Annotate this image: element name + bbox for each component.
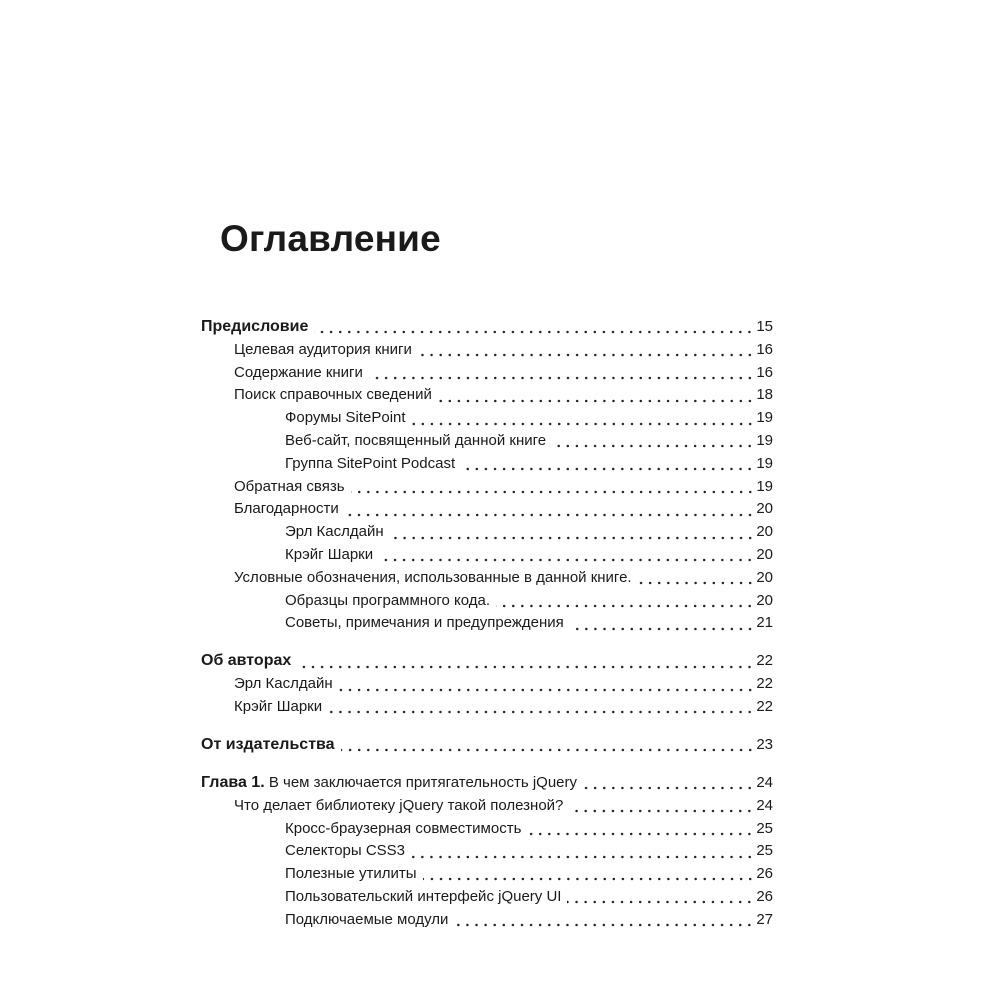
toc-page-number: 20 [756,500,773,518]
toc-entry[interactable] [201,590,773,613]
toc-entry-label: Что делает библиотеку jQuery такой полезной? [234,796,564,814]
toc-entry-label: Предисловие [201,318,309,335]
toc-entry-label: Об авторах [201,652,292,670]
toc-entry[interactable] [201,909,773,932]
toc-entry[interactable] [201,673,773,696]
toc-page-number: 22 [756,675,773,693]
dot-leader [552,444,754,448]
toc-entry-label: Группа SitePoint Podcast [285,454,456,472]
toc-entry[interactable] [201,886,773,909]
toc-entry[interactable] [201,384,773,407]
dot-leader [454,923,754,927]
toc-entry[interactable] [201,339,773,362]
dot-leader [418,353,754,357]
toc-page-number: 21 [756,614,773,632]
dot-leader [583,786,754,790]
toc-entry-label: Веб-сайт, посвященный данной книге [285,431,547,449]
toc-entry[interactable] [201,818,773,841]
dot-leader [638,581,755,585]
toc-entry-label: Благодарности [234,500,339,518]
toc-page-number: 19 [756,409,773,427]
toc-page-number: 20 [756,523,773,541]
dot-leader [412,422,755,426]
dot-leader [314,330,754,334]
toc-page-number: 20 [756,568,773,586]
toc-entry[interactable] [201,734,773,757]
toc-entry[interactable] [201,544,773,567]
toc-entry-label: От издательства [201,735,335,753]
toc-page-number: 18 [756,386,773,404]
toc-page-number: 20 [756,545,773,563]
toc-page-number: 16 [756,340,773,358]
toc-entry[interactable] [201,840,773,863]
toc-entry-label: Крэйг Шарки [285,545,374,563]
toc-entry-label: Условные обозначения, использованные в данной книге. [234,568,632,586]
toc-entry[interactable] [201,696,773,719]
toc-entry[interactable] [201,476,773,499]
toc-entry[interactable] [201,407,773,430]
toc-entry[interactable] [201,612,773,635]
toc-entry-label: Советы, примечания и предупреждения [285,614,564,632]
dot-leader [423,877,755,881]
toc-section [201,772,773,932]
toc-entry-label: Селекторы CSS3 [285,842,406,860]
toc-entry[interactable] [201,430,773,453]
toc-entry-label: Подключаемые модули [285,910,449,928]
toc-entry-label: Образцы программного кода. [285,591,491,609]
toc-entry[interactable] [201,521,773,544]
toc-page-number: 19 [756,454,773,472]
toc-entry-label: Полезные утилиты [285,865,417,883]
toc-entry-label: Форумы SitePoint [285,409,406,427]
toc-page-number: 22 [756,652,773,670]
toc-entry-label: Крэйг Шарки [234,697,323,715]
dot-leader [345,513,755,517]
toc-page-number: 16 [756,363,773,381]
toc-page-number: 20 [756,591,773,609]
toc-section [201,734,773,757]
dot-leader [379,558,754,562]
toc-page-number: 15 [756,318,773,335]
dot-leader [297,665,754,669]
dot-leader [341,748,755,752]
toc-entry-label: Пользовательский интерфейс jQuery UI [285,887,562,905]
toc-entry[interactable] [201,362,773,385]
toc-page-number: 25 [756,819,773,837]
dot-leader [570,627,755,631]
toc-entry-label: Эрл Каслдайн [234,675,333,693]
toc-page-number: 19 [756,431,773,449]
toc-entry[interactable] [201,498,773,521]
toc-page-number: 24 [756,796,773,814]
dot-leader [369,376,754,380]
toc-entry[interactable] [201,772,773,795]
dot-leader [328,710,754,714]
toc-entry[interactable] [201,316,773,339]
toc-page-number: 22 [756,697,773,715]
dot-leader [351,490,755,494]
toc-entry-label: Кросс-браузерная совместимость [285,819,522,837]
toc-entry[interactable] [201,650,773,673]
toc-page-number: 25 [756,842,773,860]
dot-leader [569,809,754,813]
toc-entry[interactable] [201,453,773,476]
page-title: Оглавление [220,218,441,259]
chapter-number: Глава 1. [201,773,265,791]
toc-entry-label: Обратная связь [234,477,345,495]
toc-entry[interactable] [201,567,773,590]
toc-page-number: 24 [756,773,773,791]
toc-section [201,316,773,635]
toc-entry-label: Поиск справочных сведений [234,386,432,404]
toc-entry[interactable] [201,863,773,886]
dot-leader [496,604,754,608]
dot-leader [438,399,754,403]
toc-section [201,650,773,718]
dot-leader [461,467,754,471]
table-of-contents [201,316,773,947]
toc-page-number: 23 [756,735,773,753]
dot-leader [527,832,754,836]
toc-entry-label: В чем заключается притягательность jQuery [268,773,578,791]
toc-page-number: 26 [756,887,773,905]
toc-page-number: 27 [756,910,773,928]
dot-leader [411,855,754,859]
toc-entry-label: Эрл Каслдайн [285,523,384,541]
toc-entry-label: Содержание книги [234,363,363,381]
dot-leader [390,536,755,540]
dot-leader [567,900,754,904]
toc-entry[interactable] [201,795,773,818]
toc-page-number: 26 [756,865,773,883]
toc-entry-label: Целевая аудитория книги [234,340,412,358]
toc-page-number: 19 [756,477,773,495]
dot-leader [339,688,755,692]
